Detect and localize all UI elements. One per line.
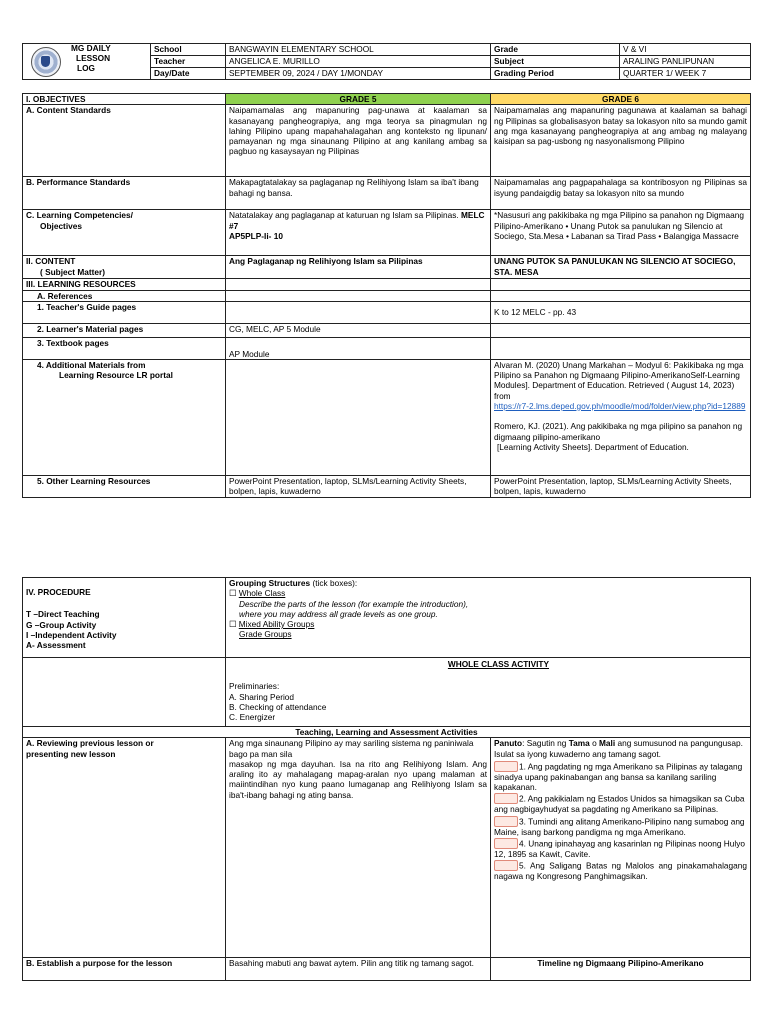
legend-t: T –Direct Teaching: [26, 609, 100, 620]
panuto: [494, 738, 747, 759]
panuto-mali: Mali: [599, 738, 616, 749]
tg-g5: [226, 301, 491, 323]
additional-label-line1: 4. Additional Materials from: [37, 359, 146, 370]
prelim-line4: C. Energizer: [229, 712, 276, 723]
references-label: A. References: [23, 290, 226, 301]
period-value: QUARTER 1/ WEEK 7: [620, 68, 751, 80]
resources-heading-g5: [226, 279, 491, 290]
grade-groups-line: [229, 629, 747, 639]
panuto-label: Panuto: [494, 738, 523, 749]
review-g6: [491, 738, 751, 958]
competencies-label: [23, 210, 226, 256]
other-g6: PowerPoint Presentation, laptop, SLMs/Learning Activity Sheets, bolpen, lapis, kuwaderno: [491, 475, 751, 497]
panuto-text-b: ang sumusunod na pangungusap. Isulat sa iyong kuwaderno ang tamang sagot.: [494, 738, 743, 759]
performance-standards-g6: Naipamamalas ang pagpapahalaga sa kontribosyon ng Pilipinas sa isyung pandaigdig batay sa lokasyon nito sa mundo: [491, 177, 751, 210]
purpose-g5: Basahing mabuti ang bawat aytem. Pilin ang titik ng tamang sagot.: [226, 958, 491, 981]
question-item: [494, 761, 747, 793]
references-g5: [226, 290, 491, 301]
procedure-heading: IV. PROCEDURE: [26, 587, 91, 597]
answer-box[interactable]: [494, 793, 518, 804]
daydate-value: SEPTEMBER 09, 2024 / DAY 1/MONDAY: [226, 68, 491, 80]
competencies-label-line2: Objectives: [40, 220, 82, 231]
grade-label: Grade: [491, 44, 620, 56]
prelim-line2: A. Sharing Period: [229, 691, 295, 702]
grade6-header: GRADE 6: [491, 94, 751, 105]
grouping-note: (tick boxes):: [310, 578, 358, 588]
additional-g5: [226, 359, 491, 475]
dll-table-top: [22, 43, 751, 80]
content-g5: Ang Paglaganap ng Relihiyong Islam sa Pilipinas: [226, 256, 491, 279]
whole-class-option[interactable]: [229, 588, 747, 598]
period-label: Grading Period: [491, 68, 620, 80]
answer-box[interactable]: [494, 860, 518, 871]
teacher-label: Teacher: [151, 56, 226, 68]
additional-ref1-link[interactable]: https://r7-2.lms.deped.gov.ph/moodle/mod/folder/view.php?id=12889: [494, 400, 746, 411]
tb-label: 3. Textbook pages: [23, 337, 226, 359]
other-label: 5. Other Learning Resources: [23, 475, 226, 497]
grade-value: V & VI: [620, 44, 751, 56]
additional-label: [23, 359, 226, 475]
prelim-left: [23, 658, 226, 727]
content-label-line2: ( Subject Matter): [40, 266, 105, 277]
purpose-g6: Timeline ng Digmaang Pilipino-Amerikano: [491, 958, 751, 981]
competencies-g5: [226, 210, 491, 256]
grade5-header: GRADE 5: [226, 94, 491, 105]
review-label-line1: A. Reviewing previous lesson or: [26, 738, 154, 749]
procedure-label: [23, 578, 226, 658]
question-item: [494, 816, 747, 837]
question-text: 2. Ang pakikialam ng Estados Unidos sa himagsikan sa Cuba ang nagbigayhudyat sa pagdating ng Amerikano sa Pilipinas.: [494, 794, 745, 815]
describe-line2: where you may address all grade levels as one group.: [239, 608, 438, 619]
question-item: [494, 860, 747, 881]
dll-title-cell: [23, 44, 151, 80]
competencies-g5-text: Natatalakay ang paglaganap at katuruan ng Islam sa Pilipinas.: [229, 210, 459, 221]
tb-g6: [491, 337, 751, 359]
references-g6: [491, 290, 751, 301]
dll-title-line2: LESSON: [76, 52, 111, 63]
review-g5: [226, 738, 491, 958]
checkbox-icon[interactable]: ☐: [229, 588, 237, 599]
subject-label: Subject: [491, 56, 620, 68]
question-text: 4. Unang ipinahayag ang kasarinlan ng Pilipinas noong Hulyo 12, 1895 sa Kawit, Cavite.: [494, 838, 746, 859]
answer-box[interactable]: [494, 838, 518, 849]
tg-label: 1. Teacher's Guide pages: [23, 301, 226, 323]
competencies-g6: *Nasusuri ang pakikibaka ng mga Pilipino sa panahon ng Digmaang Pilipino-Amerikano • Unang Putok sa panulukan ng Silencio at Sociego, Sta.Mesa • Labanan sa Tirad Pass • Balangiga Massacre: [491, 210, 751, 256]
whole-class-label: Whole Class: [238, 588, 286, 599]
performance-standards-g5: Makapagtatalakay sa paglaganap ng Relihiyong Islam sa iba't ibang bahagi ng bansa.: [226, 177, 491, 210]
teacher-value: ANGELICA E. MURILLO: [226, 56, 491, 68]
grade-groups-label: Grade Groups: [239, 629, 292, 640]
question-text: 5. Ang Saligang Batas ng Malolos ang pinakamahalagang nagawa ng Kongresong Panghimagsikan.: [494, 860, 748, 882]
competencies-label-line1: C. Learning Competencies/: [26, 210, 133, 221]
content-label: [23, 256, 226, 279]
additional-ref2b: [Learning Activity Sheets]. Department of Education.: [497, 441, 689, 452]
lm-g6: [491, 323, 751, 337]
answer-box[interactable]: [494, 816, 518, 827]
question-item: [494, 793, 747, 814]
dll-table-objectives: [22, 93, 751, 498]
lm-g5: CG, MELC, AP 5 Module: [226, 323, 491, 337]
purpose-label: B. Establish a purpose for the lesson: [23, 958, 226, 981]
competencies-g5-melc: MELC #7: [229, 210, 485, 231]
content-standards-g6: Naipamamalas ang mapanuring pagunawa at kaalaman sa bahagi ng Pilipinas sa globalisasyon batay sa lokasyon nito sa mundo gamit ang mga kasanayang pangheograpiya at ang ambag ng malayang kaisipan sa pag-usbong ng nasyonalismong Pilipino: [491, 105, 751, 177]
question-item: [494, 838, 747, 859]
school-label: School: [151, 44, 226, 56]
content-label-line1: II. CONTENT: [26, 256, 76, 267]
daydate-label: Day/Date: [151, 68, 226, 80]
dll-title-line1: MG DAILY: [71, 43, 111, 53]
legend-i: I –Independent Activity: [26, 629, 117, 640]
prelim-line3: B. Checking of attendance: [229, 701, 327, 712]
checkbox-icon[interactable]: ☐: [229, 619, 237, 630]
panuto-tama: Tama: [568, 738, 590, 749]
answer-box[interactable]: [494, 761, 518, 772]
question-text: 3. Tumindi ang alitang Amerikano-Pilipino nang sumabog ang Maine, isang barkong pandigma ng mga Amerikano.: [494, 816, 745, 837]
lm-label: 2. Learner's Material pages: [23, 323, 226, 337]
resources-heading: III. LEARNING RESOURCES: [23, 279, 226, 290]
subject-value: ARALING PANLIPUNAN: [620, 56, 751, 68]
additional-g6: [491, 359, 751, 475]
panuto-text-a: : Sagutin ng: [522, 738, 569, 749]
tb-g5: AP Module: [226, 337, 491, 359]
deped-seal-icon: [31, 47, 61, 77]
dll-table-procedure: [22, 577, 751, 981]
grouping-title-line: [229, 578, 747, 588]
prelim-line1: Preliminaries:: [229, 681, 280, 692]
additional-ref2: Romero, KJ. (2021). Ang pakikibaka ng mga pilipino sa panahon ng digmaang pilipino-amerikano: [494, 421, 743, 442]
competencies-g5-code: AP5PLP-Ii- 10: [229, 230, 283, 241]
review-g5-line2: masakop ng mga dayuhan. Isa na rito ang Relihiyong Islam. Ang araling ito ay mahalagang mapag-aralan nyo upang malaman at maiintindihan nyo kung paano lumaganap ang Relihiyong Islam sa iba't-ibang bahagi ng ating bansa.: [229, 758, 487, 800]
legend-a: A- Assessment: [26, 640, 86, 651]
dll-title-line3: LOG: [77, 62, 95, 73]
school-value: BANGWAYIN ELEMENTARY SCHOOL: [226, 44, 491, 56]
mixed-groups-option[interactable]: [229, 619, 747, 629]
legend-g: G –Group Activity: [26, 619, 97, 630]
objectives-heading: I. OBJECTIVES: [23, 94, 226, 105]
additional-ref1: Alvaran M. (2020) Unang Markahan – Modyul 6: Pakikibaka ng mga Pilipino sa Panahon ng Digmaang Pilipino-AmerikanoSelf-Learning Modules]. Department of Education. Retrieved ( August 14, 2023) from: [494, 359, 744, 401]
review-g5-line1: Ang mga sinaunang Pilipino ay may sariling sistema ng paniniwala bago pa man sila: [229, 738, 474, 759]
mixed-groups-label: Mixed Ability Groups: [238, 619, 315, 630]
tla-heading: Teaching, Learning and Assessment Activities: [23, 727, 751, 738]
resources-heading-g6: [491, 279, 751, 290]
content-standards-label: A. Content Standards: [23, 105, 226, 177]
grouping-title: Grouping Structures: [229, 578, 311, 588]
prelim-cell: [226, 658, 751, 727]
content-g6: UNANG PUTOK SA PANULUKAN NG SILENCIO AT SOCIEGO, STA. MESA: [491, 256, 751, 279]
tg-g6: K to 12 MELC - pp. 43: [491, 301, 751, 323]
other-g5: PowerPoint Presentation, laptop, SLMs/Learning Activity Sheets, bolpen, lapis, kuwaderno: [226, 475, 491, 497]
review-label: [23, 738, 226, 958]
describe-line1: Describe the parts of the lesson (for example the introduction),: [239, 598, 469, 609]
grouping-cell: [226, 578, 751, 658]
review-label-line2: presenting new lesson: [26, 748, 116, 759]
panuto-text-o: o: [589, 738, 600, 749]
performance-standards-label: B. Performance Standards: [23, 177, 226, 210]
additional-label-line2: Learning Resource LR portal: [59, 370, 173, 381]
content-standards-g5: Naipamamalas ang mapanuring pag-unawa at kaalaman sa kasanayang pangheograpiya, ang mga teorya sa pinagmulan ng lahing Pilipino upang mapahahalagahan ang konteksto ng lipunan/ pamayanan ng mga sinaunang Pilipino at ang kanilang ambag sa pagbuo ng kasaysayan ng Pilipinas: [226, 105, 491, 177]
whole-class-activity: WHOLE CLASS ACTIVITY: [447, 659, 550, 669]
question-text: 1. Ang pagdating ng mga Amerikano sa Pilipinas ay talagang sinadya upang pakinabangan ang bansa sa kanilang sariling kapakanan.: [494, 761, 743, 793]
